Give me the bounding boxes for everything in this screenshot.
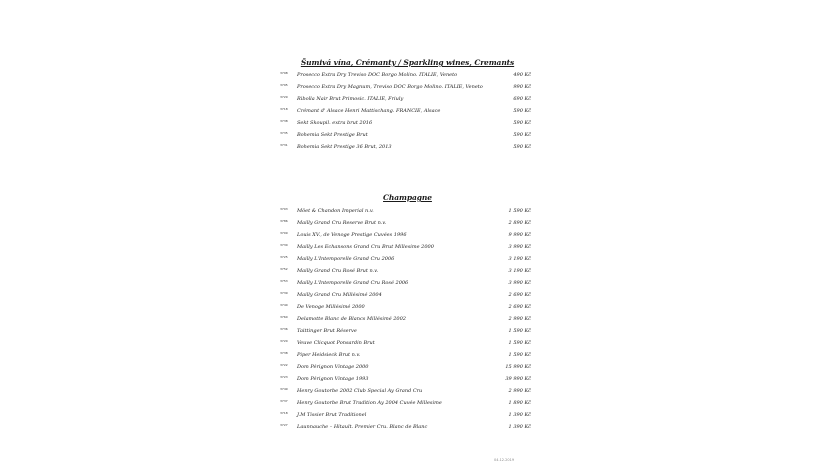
- item-code: 3720: [280, 339, 288, 343]
- item-code: 3730: [280, 243, 288, 247]
- list-item: [276, 217, 531, 229]
- list-item: [276, 93, 531, 105]
- item-code: 3786: [280, 219, 288, 223]
- item-name: Ribolla Nair Brut Primosic. ITALIE, Friuly: [297, 96, 404, 102]
- list-item: [276, 361, 531, 373]
- item-name: Bohemia Sekt Prestige 36 Brut, 2013: [297, 144, 392, 150]
- item-price: 39 990 Kč: [505, 376, 531, 382]
- item-name: Mailly Grand Cru Reserve Brut n.v.: [297, 220, 387, 226]
- item-name: Henry Goutorbe Brut Tradition Ay 2004 Cuvée Millesime: [297, 400, 442, 406]
- list-item: [276, 289, 531, 301]
- list-item: [276, 141, 531, 153]
- item-code: 3722: [280, 363, 288, 367]
- list-item: [276, 229, 531, 241]
- item-price: 1 890 Kč: [508, 400, 531, 406]
- list-item: [276, 397, 531, 409]
- item-name: Delamotte Blanc de Blancs Millésimé 2002: [297, 316, 406, 322]
- item-code: 3749: [280, 387, 288, 391]
- item-code: 3729: [280, 95, 288, 99]
- item-name: Mailly L'Intemporelle Grand Cru Rosé 2006: [297, 280, 409, 286]
- item-price: 990 Kč: [513, 84, 531, 90]
- item-name: Dom Pérignon Vintage 2000: [297, 364, 369, 370]
- list-item: [276, 337, 531, 349]
- item-code: 3727: [280, 423, 288, 427]
- item-code: 3718: [280, 411, 288, 415]
- item-code: 3798: [280, 71, 288, 75]
- item-name: Taittinger Brut Réserve: [297, 328, 357, 334]
- item-price: 2 990 Kč: [508, 316, 531, 322]
- item-name: J.M Tissier Brut Traditionel: [297, 412, 367, 418]
- item-price: 2 890 Kč: [508, 220, 531, 226]
- list-item: [276, 313, 531, 325]
- item-code: 3753: [280, 279, 288, 283]
- item-code: 3709: [280, 231, 288, 235]
- item-price: 590 Kč: [513, 132, 531, 138]
- item-name: Möet & Chandon Imperial n.v.: [297, 208, 374, 214]
- item-name: Bohemia Sekt Prestige Brut: [297, 132, 368, 138]
- item-name: Sekt Skoupil. extra brut 2016: [297, 120, 373, 126]
- footer-date: 04.12.2019: [494, 458, 515, 462]
- item-price: 15 990 Kč: [505, 364, 531, 370]
- item-price: 3 190 Kč: [508, 256, 531, 262]
- list-item: [276, 105, 531, 117]
- item-price: 590 Kč: [513, 108, 531, 114]
- item-price: 1 390 Kč: [508, 412, 531, 418]
- item-name: Louis XV., de Venoge Prestige Cuvées 1996: [297, 232, 407, 238]
- item-price: 1 390 Kč: [508, 424, 531, 430]
- item-price: 590 Kč: [513, 144, 531, 150]
- list-item: [276, 265, 531, 277]
- item-price: 3 190 Kč: [508, 268, 531, 274]
- item-code: 3760: [280, 315, 288, 319]
- item-name: Henry Goutorbe 2002 Club Special Ay Grand Cru: [297, 388, 423, 394]
- list-item: [276, 277, 531, 289]
- item-name: Prosecco Extra Dry Treviso DOC Borgo Molino. ITALIE, Veneto: [297, 72, 458, 78]
- item-price: 1 590 Kč: [508, 328, 531, 334]
- item-price: 2 990 Kč: [508, 388, 531, 394]
- champagne-section-title: Champagne: [383, 193, 432, 202]
- item-code: 3795: [280, 83, 288, 87]
- item-price: 2 690 Kč: [508, 292, 531, 298]
- champagne-list: [276, 205, 531, 433]
- item-name: Piper Heidsieck Brut n.v.: [297, 352, 361, 358]
- list-item: [276, 301, 531, 313]
- item-price: 690 Kč: [513, 96, 531, 102]
- item-code: 3718: [280, 107, 288, 111]
- list-item: [276, 409, 531, 421]
- item-code: 3731: [280, 143, 288, 147]
- list-item: [276, 325, 531, 337]
- sparkling-list: [276, 69, 531, 153]
- item-price: 590 Kč: [513, 120, 531, 126]
- item-price: 490 Kč: [513, 72, 531, 78]
- item-code: 3735: [280, 131, 288, 135]
- item-code: 3738: [280, 119, 288, 123]
- item-name: Prosecco Extra Dry Magnum, Treviso DOC Borgo Molino. ITALIE, Veneto: [297, 84, 483, 90]
- item-code: 3736: [280, 327, 288, 331]
- item-code: 3740: [280, 303, 288, 307]
- list-item: [276, 205, 531, 217]
- item-name: Crémant d' Alsace Henri Mattischang. FRANCIE, Alsace: [297, 108, 441, 114]
- item-price: 2 690 Kč: [508, 304, 531, 310]
- item-name: Mailly Grand Cru Rosé Brut n.v.: [297, 268, 379, 274]
- item-code: 3703: [280, 207, 288, 211]
- list-item: [276, 349, 531, 361]
- item-name: Dom Pérignon Vintage 1993: [297, 376, 369, 382]
- item-code: 3739: [280, 291, 288, 295]
- item-name: Mailly Les Echansons Grand Cru Brut Millesime 2000: [297, 244, 434, 250]
- item-price: 1 590 Kč: [508, 340, 531, 346]
- item-price: 3 990 Kč: [508, 280, 531, 286]
- sparkling-section-title: Šumivá vína, Crémanty / Sparkling wines, Cremants: [300, 58, 515, 67]
- list-item: [276, 81, 531, 93]
- item-code: 3738: [280, 351, 288, 355]
- item-code: 3752: [280, 267, 288, 271]
- list-item: [276, 373, 531, 385]
- item-price: 9 990 Kč: [508, 232, 531, 238]
- item-name: Launnauche – Hitault. Premier Cru. Blanc de Blanc: [297, 424, 428, 430]
- item-price: 3 990 Kč: [508, 244, 531, 250]
- item-name: Mailly L'Intemporelle Grand Cru 2006: [297, 256, 395, 262]
- item-code: 3725: [280, 255, 288, 259]
- list-item: [276, 241, 531, 253]
- item-code: 3737: [280, 399, 288, 403]
- item-code: 3723: [280, 375, 288, 379]
- list-item: [276, 129, 531, 141]
- list-item: [276, 69, 531, 81]
- item-name: De Venoge Millésimé 2000: [297, 304, 365, 310]
- item-price: 1 590 Kč: [508, 208, 531, 214]
- list-item: [276, 253, 531, 265]
- list-item: [276, 421, 531, 433]
- item-name: Mailly Grand Cru Millésimé 2004: [297, 292, 382, 298]
- item-name: Veuve Clicquot Ponsardin Brut: [297, 340, 375, 346]
- list-item: [276, 385, 531, 397]
- list-item: [276, 117, 531, 129]
- item-price: 1 590 Kč: [508, 352, 531, 358]
